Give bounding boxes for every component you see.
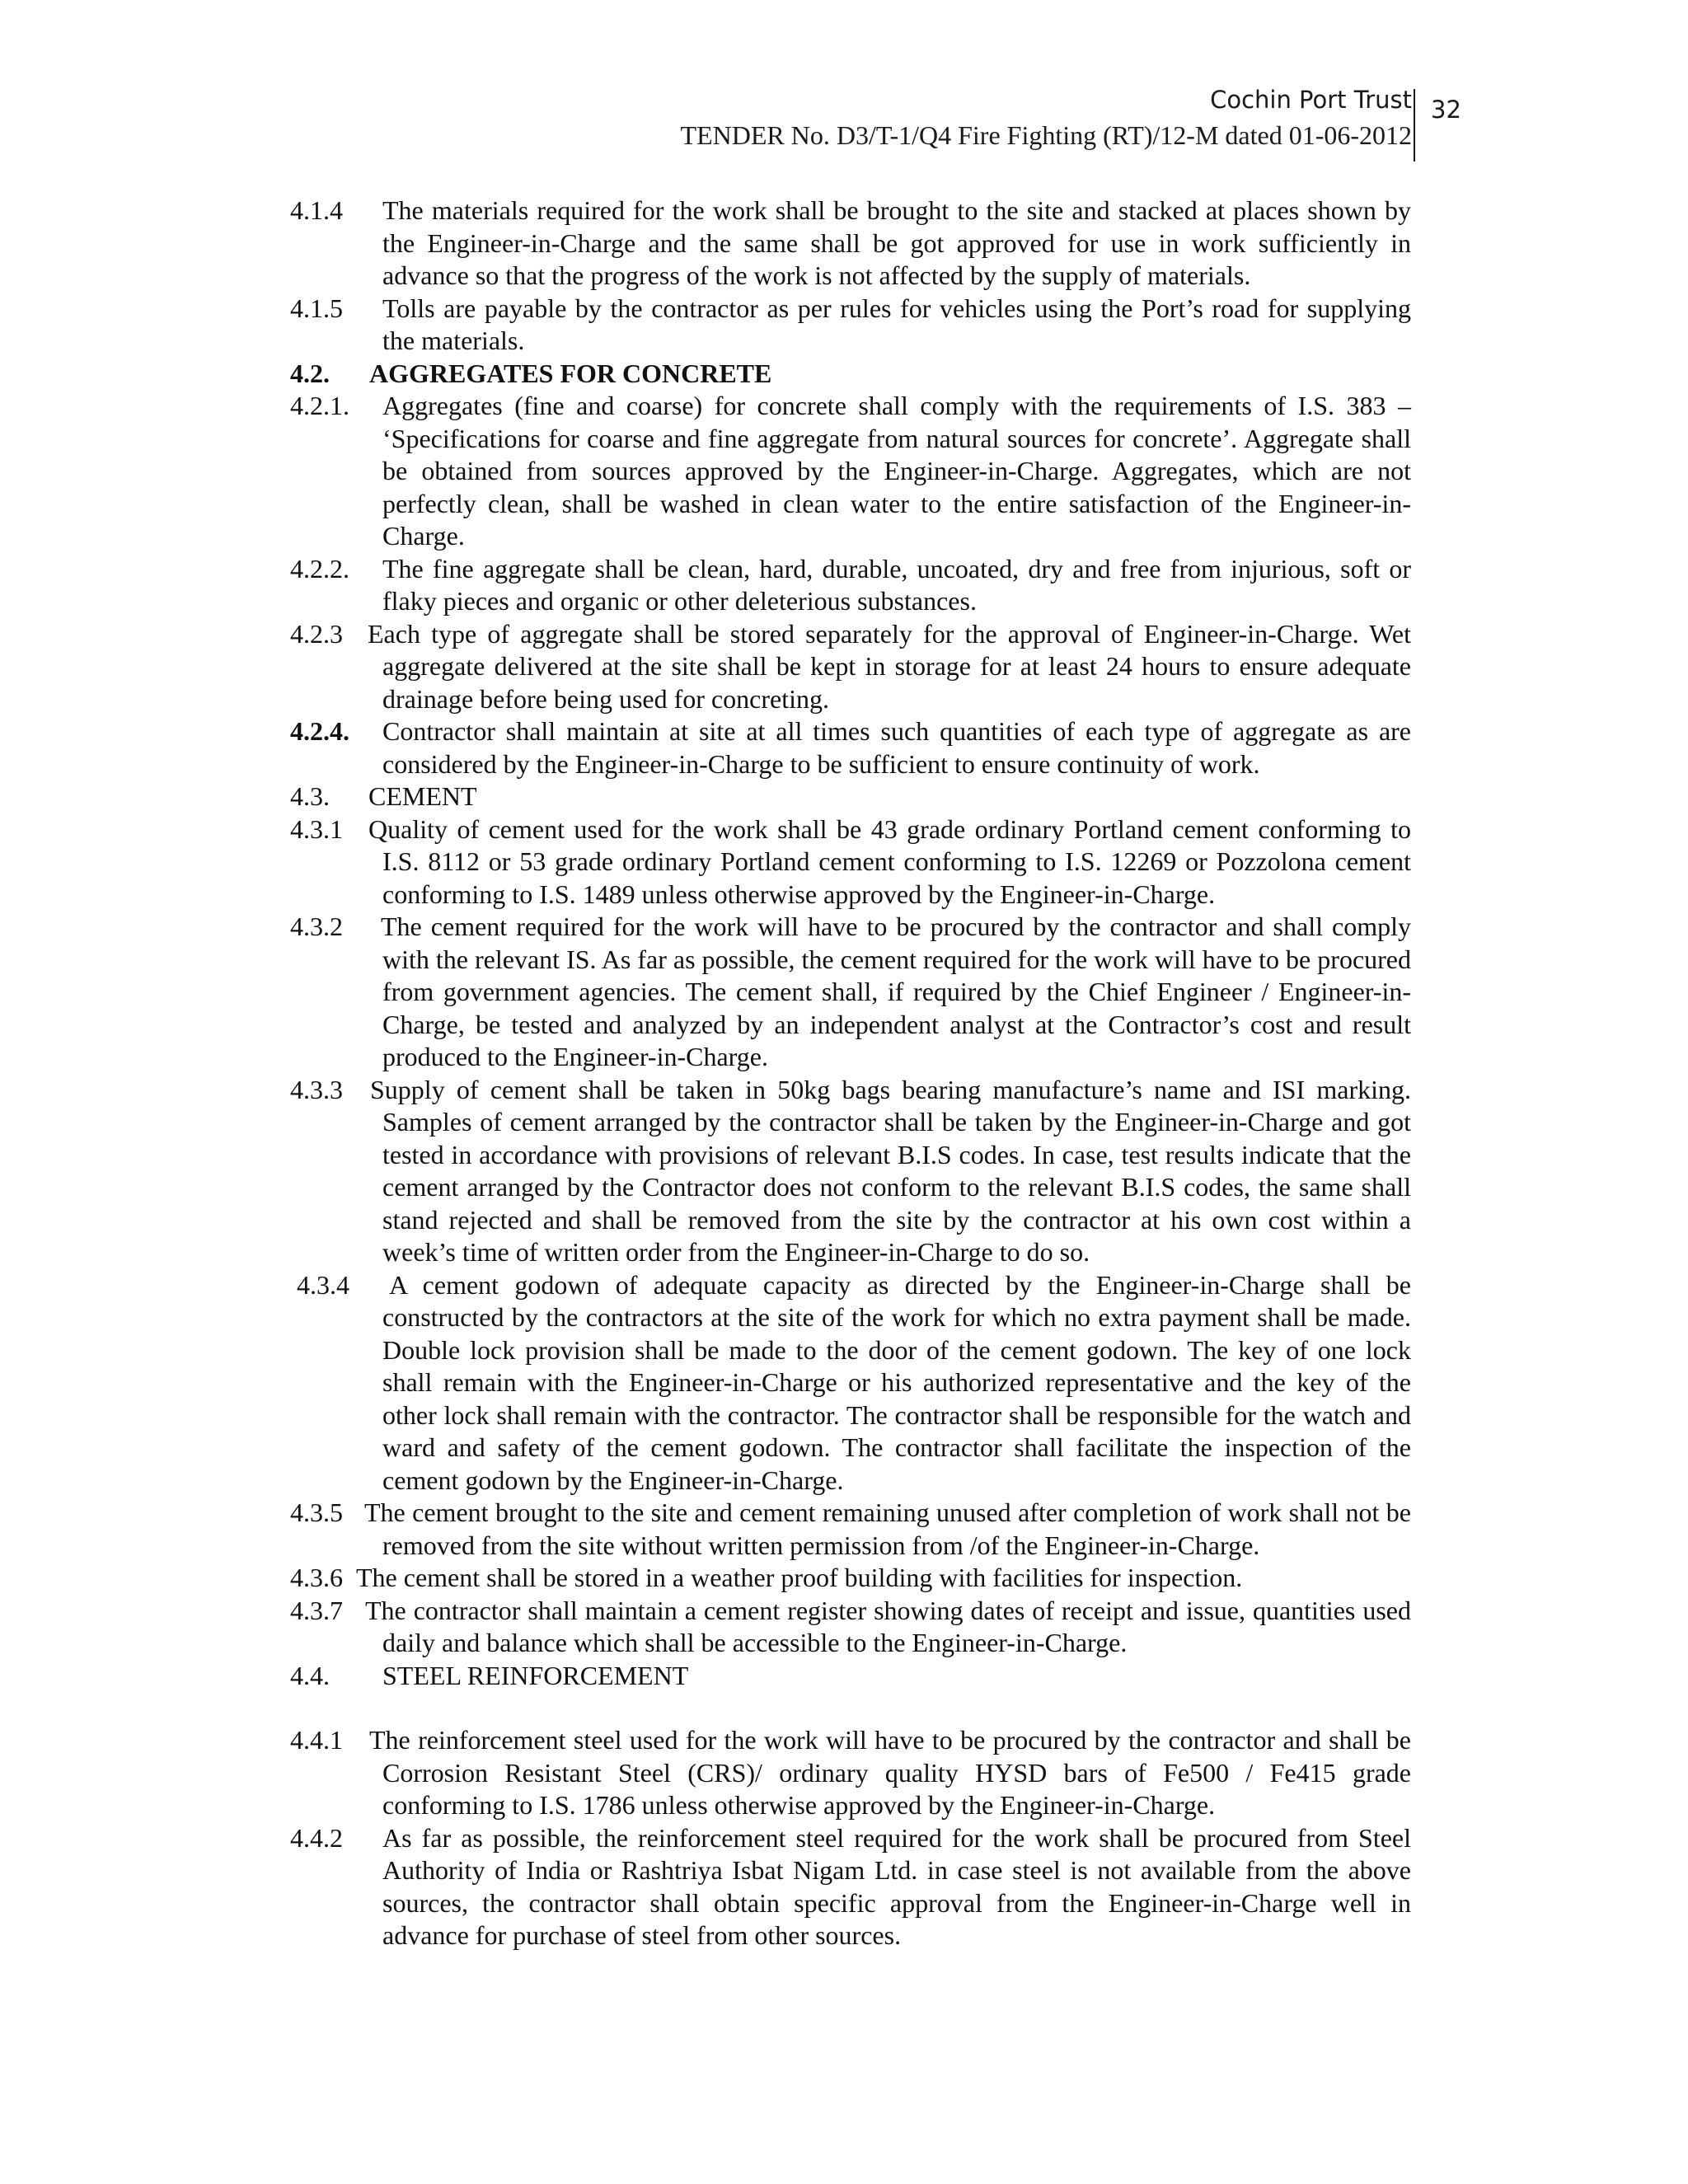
section-title: AGGREGATES FOR CONCRETE [369,358,772,388]
tender-reference: TENDER No. D3/T-1/Q4 Fire Fighting (RT)/12-M dated 01-06-2012 [680,120,1412,150]
clause-number: 4.3.4 [297,1269,349,1300]
organization-name: Cochin Port Trust [1210,86,1412,114]
header-divider [1414,89,1415,162]
clause-number: 4.3.6 [290,1563,343,1592]
clause-4-2-2 [290,553,1411,618]
clause-number: 4.2.1. [290,391,349,420]
section-number: 4.2. [290,358,330,388]
clause-text: A cement godown of adequate capacity as directed by the Engineer-in-Charge shall be constructed by the contractors at the site of the work for which no extra payment shall be made. Double lock provision shall be made to the door of the cement godown. The key of one lock shall remain with the Engineer-in-Charge or his authorized representative and the key of the other lock shall remain with the contractor. The contractor shall be responsible for the watch and ward and safety of the cement godown. The contractor shall facilitate the inspection of the cement godown by the Engineer-in-Charge. [382,1269,1411,1495]
clause-text: Contractor shall maintain at site at all times such quantities of each type of aggregate as are considered by the Engineer-in-Charge to be sufficient to ensure continuity of work. [382,716,1411,779]
clause-text: The fine aggregate shall be clean, hard, durable, uncoated, dry and free from injurious, soft or flaky pieces and organic or other deleterious substances. [382,553,1411,616]
clause-4-1-4 [290,194,1411,293]
clause-4-2-3 [290,618,1411,716]
clause-4-2-4 [290,715,1411,780]
clause-4-3-7 [290,1595,1411,1660]
clause-4-3-1 [290,813,1411,912]
clause-4-1-5 [290,293,1411,358]
section-heading-cement [290,780,1411,813]
clause-number: 4.3.1 [290,813,343,844]
clause-number: 4.2.4. [290,716,349,746]
clause-text: The cement shall be stored in a weather proof building with facilities for inspection. [356,1563,1243,1592]
clause-number: 4.2.3 [290,618,343,649]
clause-text: Aggregates (fine and coarse) for concrete shall comply with the requirements of I.S. 383 – ‘Specifications for coarse and fine aggregate from natural sources for concrete’. Aggregate shall be obtained from sources approved by the Engineer-in-Charge. Aggregates, which are not perfectly clean, shall be washed in clean water to the entire satisfaction of the Engineer-in-Charge. [382,391,1411,551]
clause-number: 4.3.3 [290,1074,343,1104]
clause-text: Quality of cement used for the work shall be 43 grade ordinary Portland cement conforming to I.S. 8112 or 53 grade ordinary Portland cement conforming to I.S. 12269 or Pozzolona cement conforming to I.S. 1489 unless otherwise approved by the Engineer-in-Charge. [368,813,1411,909]
clause-number: 4.4.1 [290,1725,343,1755]
clause-text: The cement required for the work will have to be procured by the contractor and shall comply with the relevant IS. As far as possible, the cement required for the work will have to be procured from government agencies. The cement shall, if required by the Chief Engineer / Engineer-in-Charge, be tested and analyzed by an independent analyst at the Contractor’s cost and result produced to the Engineer-in-Charge. [381,912,1411,1071]
clause-number: 4.3.5 [290,1497,343,1527]
blank-line [290,1692,1411,1724]
page-header [681,82,1412,153]
clause-number: 4.2.2. [290,553,349,583]
clause-4-3-3 [290,1074,1411,1269]
clause-4-3-5 [290,1497,1411,1562]
document-body [290,194,1411,1952]
clause-text: Tolls are payable by the contractor as per rules for vehicles using the Port’s road for supplying the materials. [382,293,1411,355]
clause-4-3-6 [290,1562,1411,1595]
clause-text: As far as possible, the reinforcement steel required for the work shall be procured from Steel Authority of India or Rashtriya Isbat Nigam Ltd. in case steel is not available from the above sources, the contractor shall obtain specific approval from the Engineer-in-Charge well in advance for purchase of steel from other sources. [382,1822,1411,1950]
clause-text: The reinforcement steel used for the work will have to be procured by the contractor and shall be Corrosion Resistant Steel (CRS)/ ordinary quality HYSD bars of Fe500 / Fe415 grade conforming to I.S. 1786 unless otherwise approved by the Engineer-in-Charge. [369,1725,1411,1820]
section-heading-aggregates [290,358,1411,391]
section-heading-steel [290,1660,1411,1693]
section-title: STEEL REINFORCEMENT [382,1660,689,1690]
clause-text: The contractor shall maintain a cement register showing dates of receipt and issue, quantities used daily and balance which shall be accessible to the Engineer-in-Charge. [365,1595,1411,1657]
clause-text: The materials required for the work shall be brought to the site and stacked at places shown by the Engineer-in-Charge and the same shall be got approved for use in work sufficiently in advance so that the progress of the work is not affected by the supply of materials. [382,195,1411,290]
section-title: CEMENT [368,781,477,811]
clause-4-4-1 [290,1724,1411,1822]
section-number: 4.3. [290,781,330,811]
clause-4-4-2 [290,1822,1411,1952]
clause-text: Each type of aggregate shall be stored separately for the approval of Engineer-in-Charge. Wet aggregate delivered at the site shall be kept in storage for at least 24 hours to ensure adequate drainage before being used for concreting. [368,618,1411,714]
clause-number: 4.3.2 [290,912,343,941]
clause-number: 4.4.2 [290,1822,343,1853]
clause-4-3-2 [290,911,1411,1074]
clause-4-2-1 [290,390,1411,553]
clause-text: The cement brought to the site and cement remaining unused after completion of work shall not be removed from the site without written permission from /of the Engineer-in-Charge. [364,1497,1411,1560]
clause-number: 4.1.5 [290,293,343,323]
page-number: 32 [1431,96,1461,124]
clause-text: Supply of cement shall be taken in 50kg bags bearing manufacture’s name and ISI marking. Samples of cement arranged by the contractor shall be taken by the Engineer-in-Charge and got tested in accordance with provisions of relevant B.I.S codes. In case, test results indicate that the cement arranged by the Contractor does not conform to the relevant B.I.S codes, the same shall stand rejected and shall be removed from the site by the contractor at his own cost within a week’s time of written order from the Engineer-in-Charge to do so. [370,1074,1411,1267]
clause-4-3-4 [290,1269,1411,1497]
clause-number: 4.3.7 [290,1595,343,1625]
clause-number: 4.1.4 [290,195,343,225]
section-number: 4.4. [290,1660,330,1690]
